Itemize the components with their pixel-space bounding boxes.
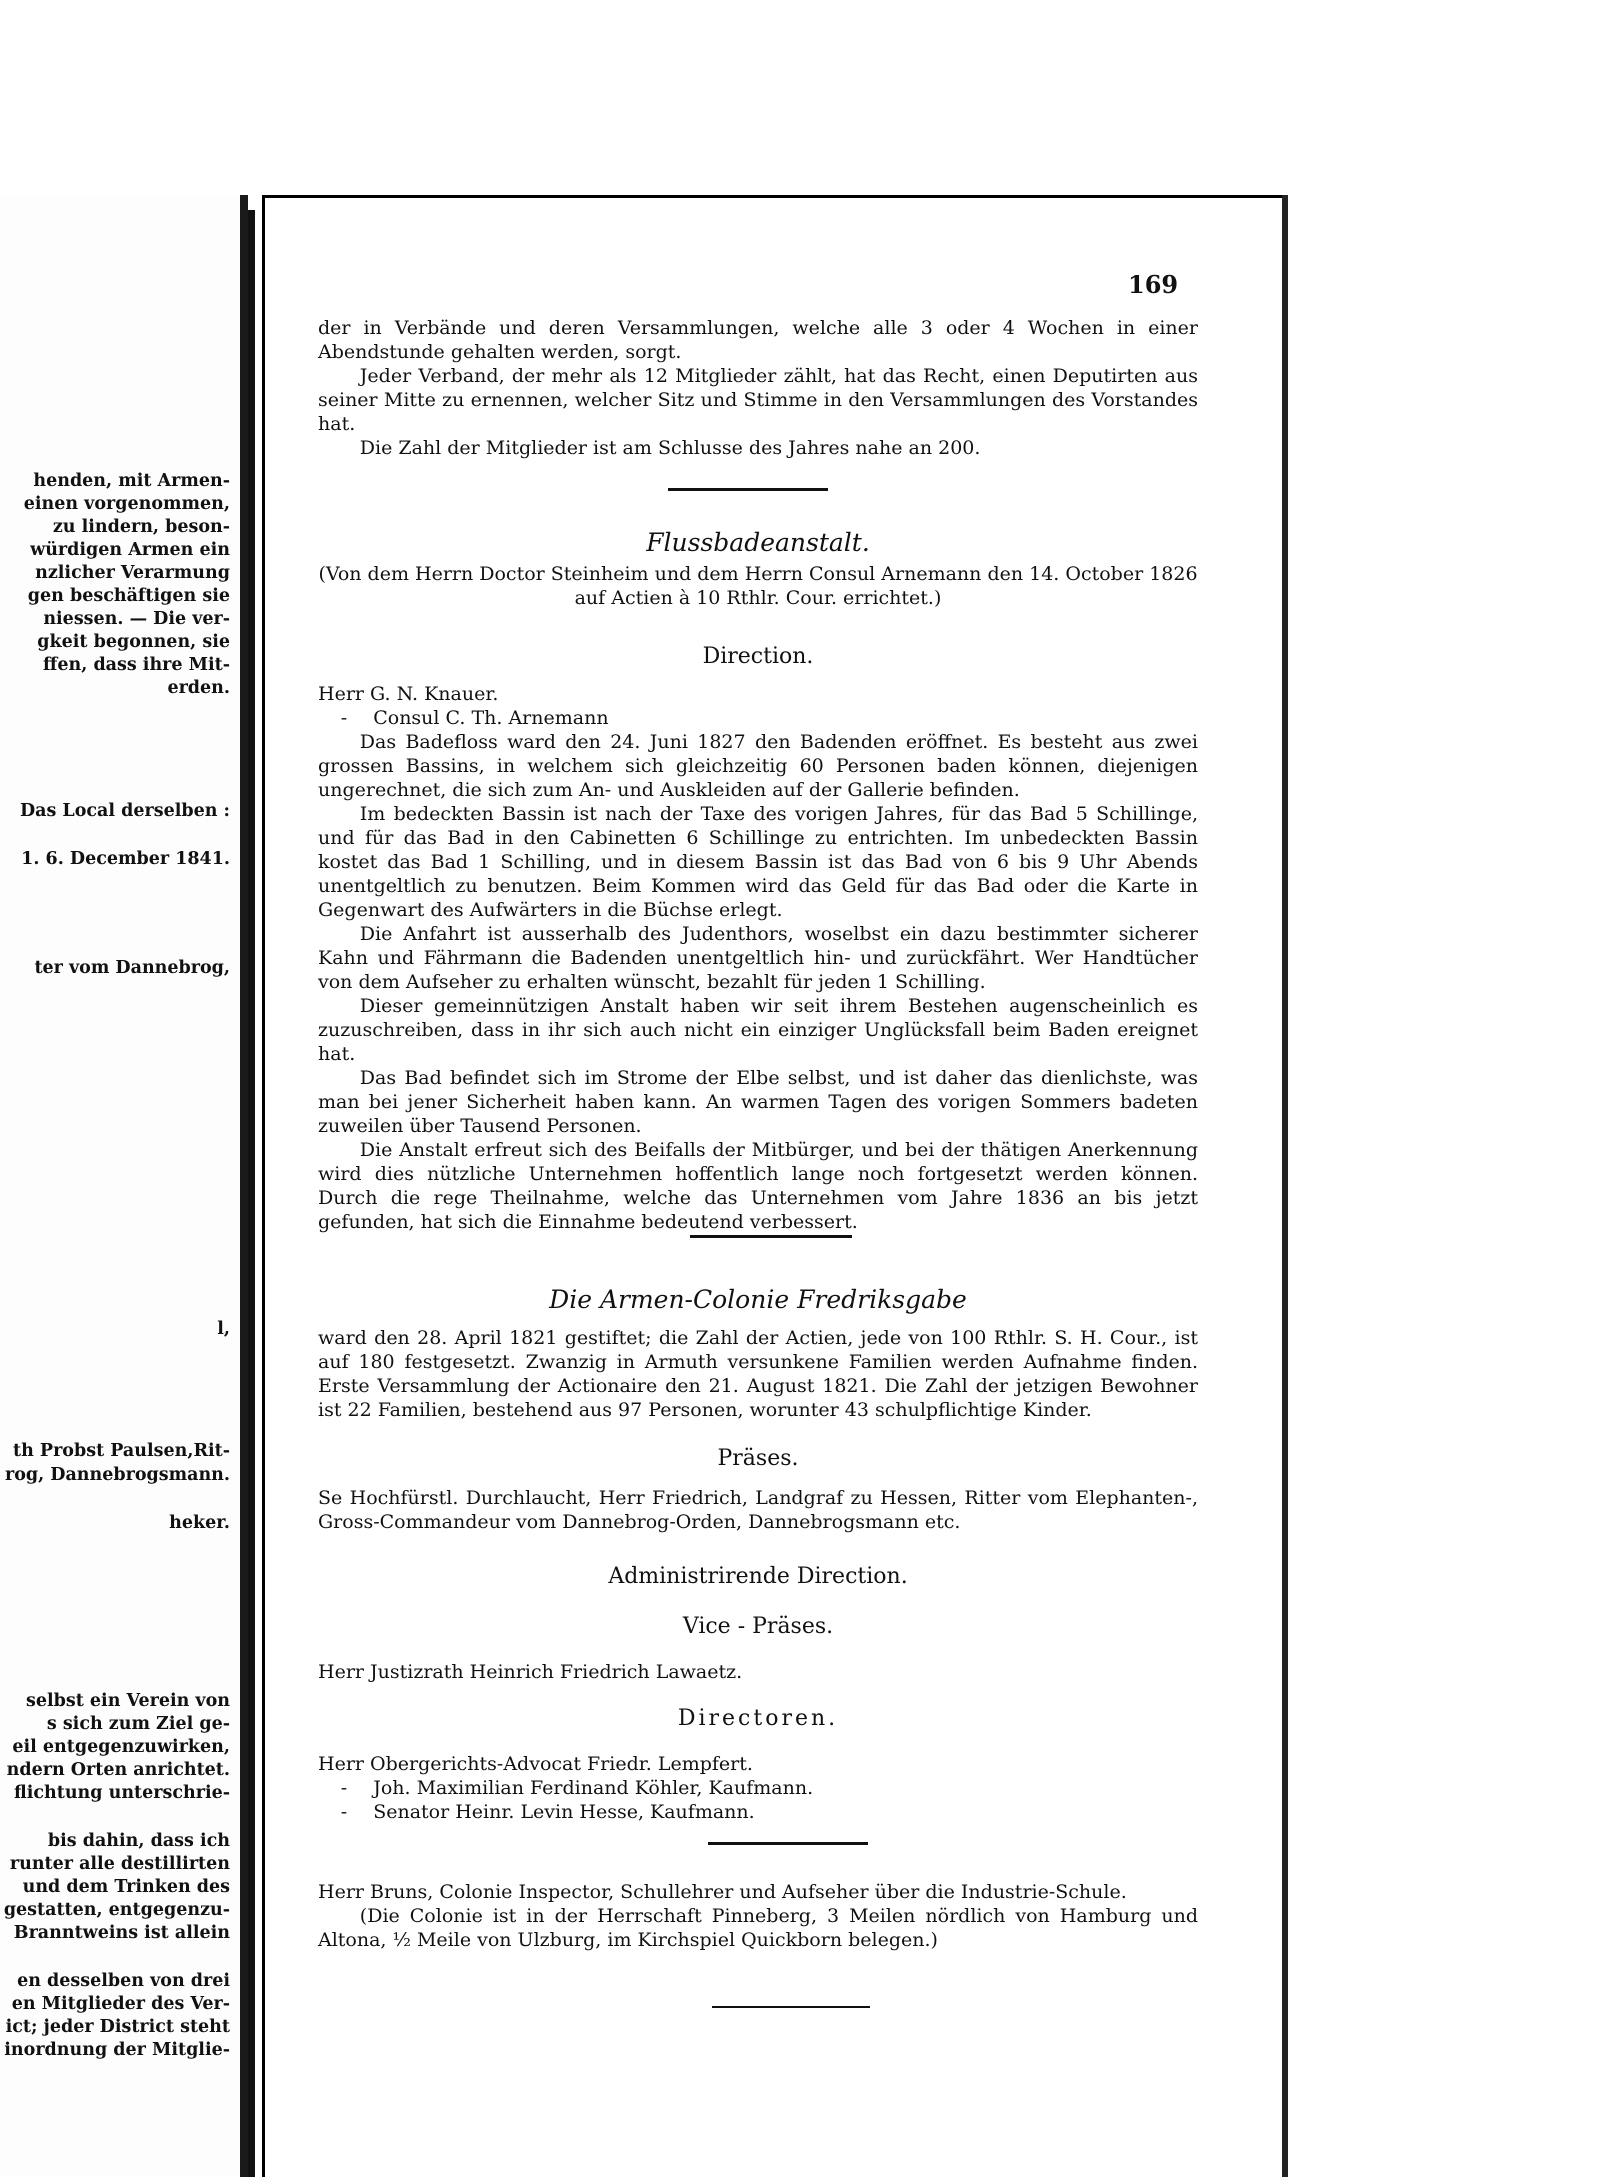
section-divider bbox=[690, 1235, 852, 1238]
director-name: Joh. Maximilian Ferdinand Köhler, Kaufmann. bbox=[373, 1777, 814, 1799]
left-page-line: ndern Orten anrichtet. bbox=[6, 1760, 230, 1780]
direction-member: Herr G. N. Knauer. bbox=[318, 683, 499, 705]
page-number: 169 bbox=[1128, 270, 1179, 299]
ditto-mark: - bbox=[340, 1801, 348, 1823]
left-page-line: zu lindern, beson- bbox=[52, 517, 230, 537]
section-title-flussbadeanstalt: Flussbadeanstalt. bbox=[646, 528, 870, 557]
intro-paragraph: Die Zahl der Mitglieder ist am Schlusse des Jahres nahe an 200. bbox=[359, 437, 981, 459]
section1-body bbox=[318, 730, 1198, 1234]
intro-text bbox=[318, 316, 1198, 460]
praeses-text: Se Hochfürstl. Durchlaucht, Herr Friedrich, Landgraf zu Hessen, Ritter vom Elephanten-, Gross-Commandeur vom Dannebrog-Orden, Dannebrogsmann etc. bbox=[318, 1487, 1198, 1533]
left-page-line: ffen, dass ihre Mit- bbox=[43, 655, 230, 675]
inspector-line: Herr Bruns, Colonie Inspector, Schullehrer und Aufseher über die Industrie-Schule. bbox=[318, 1881, 1127, 1903]
director-entry bbox=[318, 1800, 1198, 1824]
left-page-line: runter alle destillirten bbox=[9, 1854, 230, 1874]
left-page-line: erden. bbox=[167, 678, 230, 698]
director-entry bbox=[318, 1776, 1198, 1800]
left-page-line: en desselben von drei bbox=[17, 1971, 230, 1991]
left-page-line: 1. 6. December 1841. bbox=[21, 849, 230, 869]
body-paragraph: Im bedeckten Bassin ist nach der Taxe des vorigen Jahres, für das Bad 5 Schillinge, und für das Bad in den Cabinetten 6 Schillinge zu entrichten. Im unbedeckten Bassin kostet das Bad 1 Schilling, und in diesem Bassin ist das Bad von 6 bis 9 Uhr Abends unentgeltlich zu benutzen. Beim Kommen wird das Geld für das Bad oder die Karte in Gegenwart des Aufwärters in die Büchse erlegt. bbox=[318, 803, 1198, 921]
inspector-text bbox=[318, 1880, 1198, 1952]
body-paragraph: Das Bad befindet sich im Strome der Elbe selbst, und ist daher das dienlichste, was man bei jener Sicherheit haben kann. An warmen Tagen des vorigen Sommers badeten zuweilen über Tausend Personen. bbox=[318, 1067, 1198, 1137]
vice-praeses-heading: Vice - Präses. bbox=[682, 1614, 834, 1639]
left-page-line: l, bbox=[217, 1319, 230, 1339]
left-page-line: rog, Dannebrogsmann. bbox=[4, 1465, 230, 1485]
vice-praeses-name: Herr Justizrath Heinrich Friedrich Lawaetz. bbox=[318, 1661, 743, 1683]
section-divider bbox=[712, 2006, 870, 2008]
direction-member bbox=[318, 706, 1198, 730]
ditto-mark: - bbox=[340, 1777, 348, 1799]
left-page-line: gestatten, entgegenzu- bbox=[3, 1900, 230, 1920]
left-page-line: ter vom Dannebrog, bbox=[34, 958, 230, 978]
section-title-armen-colonie: Die Armen-Colonie Fredriksgabe bbox=[549, 1285, 967, 1314]
left-page-line: bis dahin, dass ich bbox=[47, 1831, 230, 1851]
left-page-line: en Mitglieder des Ver- bbox=[11, 1994, 230, 2014]
direction-heading: Direction. bbox=[702, 644, 814, 669]
left-page-line: nzlicher Verarmung bbox=[35, 563, 230, 583]
left-page-line: Branntweins ist allein bbox=[13, 1923, 230, 1943]
left-page-line: niessen. — Die ver- bbox=[43, 609, 230, 629]
page-fold bbox=[240, 195, 248, 2177]
left-page bbox=[0, 195, 248, 2177]
intro-paragraph: der in Verbände und deren Versammlungen, welche alle 3 oder 4 Wochen in einer Abendstunde gehalten werden, sorgt. bbox=[318, 317, 1198, 363]
director-entry: Herr Obergerichts-Advocat Friedr. Lempfert. bbox=[318, 1753, 753, 1775]
admin-direction-heading: Administrirende Direction. bbox=[608, 1564, 908, 1589]
left-page-line: ict; jeder District steht bbox=[5, 2017, 230, 2037]
direction-members bbox=[318, 682, 1198, 730]
directors-list bbox=[318, 1752, 1198, 1824]
section-subtitle: (Von dem Herrn Doctor Steinheim und dem Herrn Consul Arnemann den 14. October 1826 auf Actien à 10 Rthlr. Cour. errichtet.) bbox=[318, 563, 1198, 609]
left-page-line: gkeit begonnen, sie bbox=[37, 632, 230, 652]
left-page-line: eil entgegenzuwirken, bbox=[12, 1737, 230, 1757]
left-page-line: s sich zum Ziel ge- bbox=[46, 1714, 230, 1734]
book-gutter bbox=[248, 210, 255, 2177]
body-paragraph: Die Anfahrt ist ausserhalb des Judenthors, woselbst ein dazu bestimmter sicherer Kahn und Fährmann die Badenden unentgeltlich hin- und zurückfährt. Wer Handtücher von dem Aufseher zu erhalten wünscht, bezahlt für jeden 1 Schilling. bbox=[318, 923, 1198, 993]
intro-paragraph: Jeder Verband, der mehr als 12 Mitglieder zählt, hat das Recht, einen Deputirten aus seiner Mitte zu ernennen, welcher Sitz und Stimme in den Versammlungen des Vorstandes hat. bbox=[318, 365, 1198, 435]
member-name: Consul C. Th. Arnemann bbox=[373, 707, 609, 729]
director-name: Senator Heinr. Levin Hesse, Kaufmann. bbox=[373, 1801, 755, 1823]
left-page-line: henden, mit Armen- bbox=[33, 471, 230, 491]
page-edge bbox=[1282, 195, 1288, 2177]
directors-heading: Directoren. bbox=[677, 1706, 839, 1731]
left-page-line: einen vorgenommen, bbox=[23, 494, 230, 514]
section-divider bbox=[708, 1842, 868, 1845]
praeses-heading: Präses. bbox=[717, 1446, 799, 1471]
left-page-line: gen beschäftigen sie bbox=[27, 586, 230, 606]
ditto-mark: - bbox=[340, 707, 348, 729]
body-paragraph: Dieser gemeinnützigen Anstalt haben wir seit ihrem Bestehen augenscheinlich es zuzuschreiben, dass in ihr sich auch nicht ein einziger Unglücksfall beim Baden ereignet hat. bbox=[318, 995, 1198, 1065]
left-page-line: Das Local derselben : bbox=[19, 801, 230, 821]
colonie-paragraph: ward den 28. April 1821 gestiftet; die Zahl der Actien, jede von 100 Rthlr. S. H. Cour., ist auf 180 festgesetzt. Zwanzig in Armuth versunkene Familien werden Aufnahme finden. Erste Versammlung der Actionaire den 21. August 1821. Die Zahl der jetzigen Bewohner ist 22 Familien, bestehend aus 97 Personen, worunter 43 schulpflichtige Kinder. bbox=[318, 1327, 1198, 1421]
body-paragraph: Die Anstalt erfreut sich des Beifalls der Mitbürger, und bei der thätigen Anerkennung wird dies nützliche Unternehmen hoffentlich lange noch fortgesetzt werden können. Durch die rege Theilnahme, welche das Unternehmen vom Jahre 1836 an bis jetzt gefunden, hat sich die Einnahme bedeutend verbessert. bbox=[318, 1139, 1198, 1233]
left-page-line: flichtung unterschrie- bbox=[14, 1783, 230, 1803]
left-page-line: heker. bbox=[169, 1513, 230, 1533]
body-paragraph: Das Badefloss ward den 24. Juni 1827 den Badenden eröffnet. Es besteht aus zwei grossen Bassins, in welchem sich gleichzeitig 60 Personen baden können, diejenigen ungerechnet, die sich zum An- und Auskleiden auf der Gallerie befinden. bbox=[318, 731, 1198, 801]
section-divider bbox=[668, 488, 828, 491]
left-page-line: th Probst Paulsen,Rit- bbox=[13, 1441, 230, 1461]
left-page-line: und dem Trinken des bbox=[22, 1877, 230, 1897]
left-page-line: würdigen Armen ein bbox=[30, 540, 230, 560]
left-page-line: selbst ein Verein von bbox=[26, 1691, 230, 1711]
left-page-line: inordnung der Mitglie- bbox=[4, 2040, 230, 2060]
location-note: (Die Colonie ist in der Herrschaft Pinneberg, 3 Meilen nördlich von Hamburg und Altona, ½ Meile von Ulzburg, im Kirchspiel Quickborn belegen.) bbox=[318, 1905, 1198, 1951]
